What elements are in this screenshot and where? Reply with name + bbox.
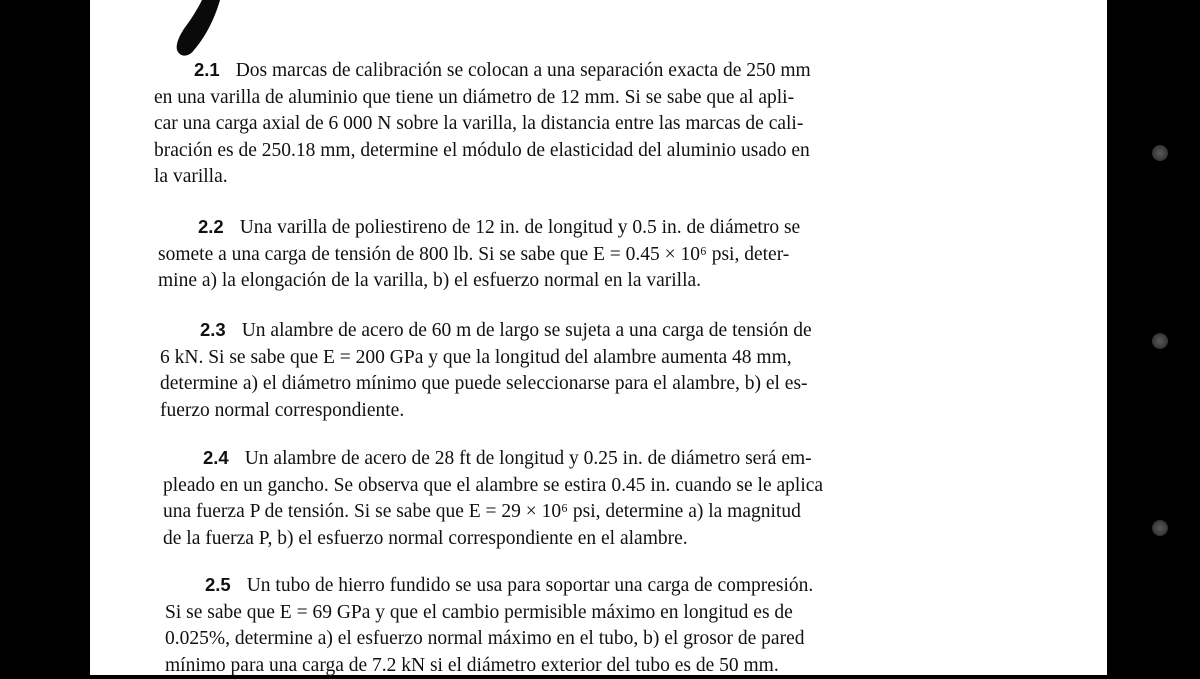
problem-text-line: somete a una carga de tensión de 800 lb. Si se sabe que E = 0.45 × 10⁶ psi, deter- [158,242,903,269]
problem-text-line: mínimo para una carga de 7.2 kN si el diámetro exterior del tubo es de 50 mm. [165,653,901,679]
problem-number: 2.5 [205,574,231,595]
problem-number: 2.2 [198,216,224,237]
problem-text-line: determine a) el diámetro mínimo que puede seleccionarse para el alambre, b) el es- [160,371,900,398]
side-button-icon[interactable] [1152,145,1168,161]
problem-text-line: fuerzo normal correspondiente. [160,398,900,425]
problem-2-5 [165,572,901,679]
problem-text-line: bración es de 250.18 mm, determine el módulo de elasticidad del aluminio usado en [154,138,901,165]
problem-text-line: Un alambre de acero de 28 ft de longitud y 0.25 in. de diámetro será em- [245,448,812,469]
side-button-icon[interactable] [1152,333,1168,349]
problem-text-line: car una carga axial de 6 000 N sobre la varilla, la distancia entre las marcas de cali- [154,111,901,138]
pen-mark-icon [172,0,222,58]
problem-text-line: la varilla. [154,164,901,191]
problem-text-line: mine a) la elongación de la varilla, b) el esfuerzo normal en la varilla. [158,268,903,295]
problem-number: 2.3 [200,319,226,340]
problem-text-line: una fuerza P de tensión. Si se sabe que E = 29 × 10⁶ psi, determine a) la magnitud [163,499,901,526]
problem-text-line: Si se sabe que E = 69 GPa y que el cambio permisible máximo en longitud es de [165,600,901,627]
problem-text-line: Dos marcas de calibración se colocan a una separación exacta de 250 mm [236,60,811,81]
problem-2-2 [158,214,903,295]
problem-text-line: 6 kN. Si se sabe que E = 200 GPa y que la longitud del alambre aumenta 48 mm, [160,345,900,372]
problem-text-line: Una varilla de poliestireno de 12 in. de longitud y 0.5 in. de diámetro se [240,217,801,238]
problem-text-line: Un tubo de hierro fundido se usa para soportar una carga de compresión. [247,575,814,596]
problem-text-line: de la fuerza P, b) el esfuerzo normal correspondiente en el alambre. [163,526,901,553]
problem-2-1 [154,57,901,191]
problem-number: 2.4 [203,447,229,468]
problem-2-4 [163,445,901,552]
problem-number: 2.1 [194,59,220,80]
problem-text-line: en una varilla de aluminio que tiene un diámetro de 12 mm. Si se sabe que al apli- [154,85,901,112]
problem-2-3 [160,317,900,424]
problem-text-line: 0.025%, determine a) el esfuerzo normal máximo en el tubo, b) el grosor de pared [165,626,901,653]
side-button-icon[interactable] [1152,520,1168,536]
problem-text-line: Un alambre de acero de 60 m de largo se sujeta a una carga de tensión de [242,320,812,341]
problem-text-line: pleado en un gancho. Se observa que el alambre se estira 0.45 in. cuando se le aplica [163,473,901,500]
